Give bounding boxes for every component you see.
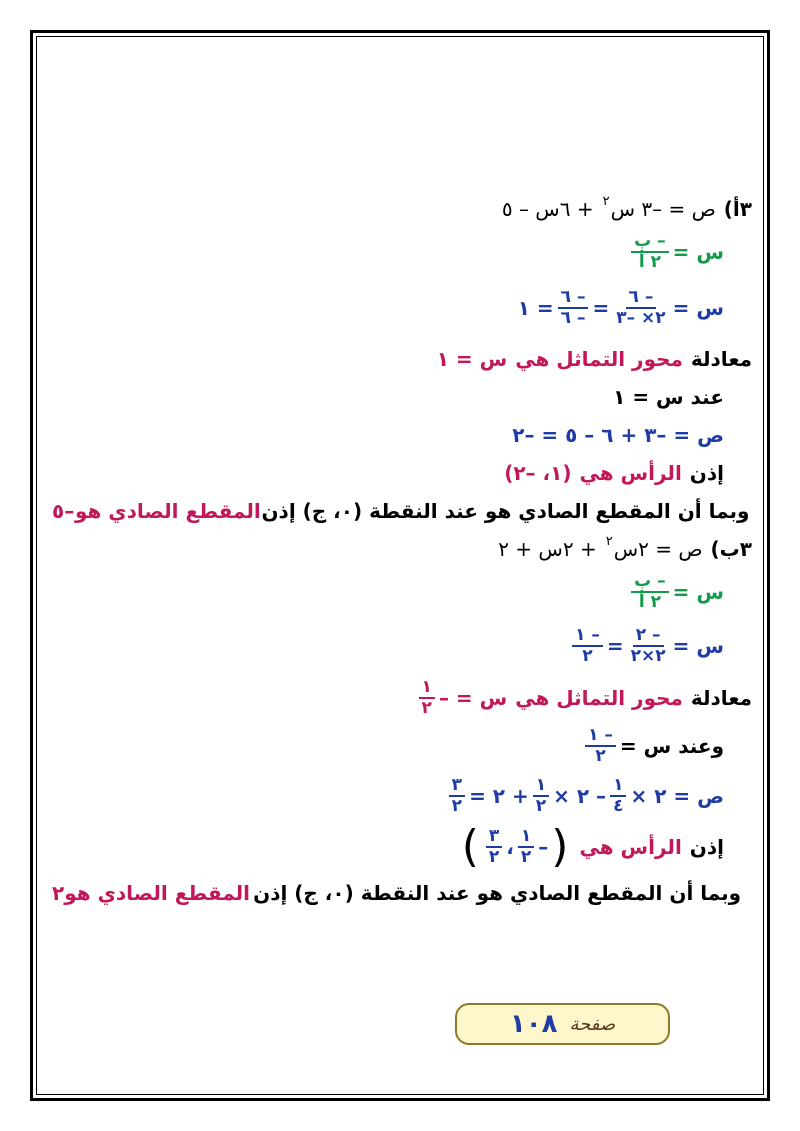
part-b-when-x: وعند س = $\frac{- ١}{٢}$ (52, 720, 752, 772)
part-a-when-x: عند س = ١ (613, 385, 724, 409)
part-b-y-calculation: ص = ٢ × $\frac{١}{٤}$ – ٢ × $\frac{١}{٢}$ + ٢ = $\frac{٣}{٢}$ (52, 772, 752, 820)
part-b-vertex-formula: س = $\frac{\text{– ب}}{\text{٢ أ}}$ (52, 568, 752, 616)
part-a-vertex-formula: س = $\frac{\text{– ب}}{\text{٢ أ}}$ (52, 228, 752, 276)
part-b-label: ٣ب) (710, 537, 752, 561)
part-a-axis-of-symmetry: معادلة محور التماثل هي س = ١ (436, 347, 752, 371)
part-b-axis-of-symmetry: معادلة محور التماثل هي س = – $\frac{١}{٢}$ (52, 676, 752, 720)
part-a-equation: ٣أ) ص = –٣ س ٢ + ٦س – ٥ (501, 193, 752, 221)
part-b-equation: ٣ب) ص = ٢س ٢ + ٢س + ٢ (498, 533, 752, 561)
page-number: ١٠٨ (509, 1009, 558, 1039)
part-b-vertex: إذن الرأس هي ( – $\frac{١}{٢}$ ، $\frac{٣}{٢}$ ) (461, 821, 724, 872)
page-label: صفحة (569, 1013, 616, 1035)
part-a-vertex: إذن الرأس هي (١، –٢) (504, 461, 724, 485)
page-number-badge (455, 1003, 670, 1045)
worksheet-content (52, 190, 752, 912)
part-a-y-calculation: ص = –٣ + ٦ – ٥ = –٢ (512, 423, 724, 447)
part-a-x-calculation: س = $\frac{- ٦}{٢\times -٣}$ = $\frac{- ٦}{- ٦}$ = ١ (517, 287, 724, 328)
part-b-x-calculation: س = $\frac{- ٢}{٢\times ٢}$ = $\frac{- ١}{٢}$ (52, 616, 752, 676)
part-b-y-intercept: وبما أن المقطع الصادي هو عند النقطة (٠، ج) إذن المقطع الصادي هو ٢ (51, 881, 742, 905)
part-a-label: ٣أ) (723, 197, 752, 221)
part-a-y-intercept: وبما أن المقطع الصادي هو عند النقطة (٠، ج) إذن المقطع الصادي هو –٥ (52, 499, 750, 523)
